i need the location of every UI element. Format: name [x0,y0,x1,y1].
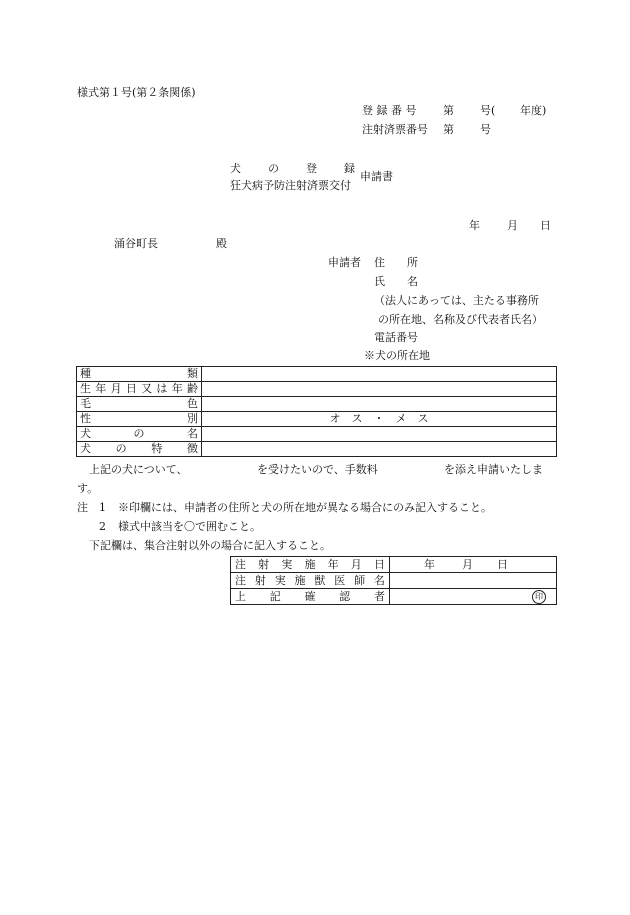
note1-text: ※印欄には、申請者の住所と犬の所在地が異なる場合にのみ記入すること。 [118,501,492,514]
lower-instruction: 下記欄は、集合注射以外の場合に記入すること。 [89,539,331,552]
dog-coat-color-label [77,397,202,412]
injection-date-day: 日 [497,558,508,571]
title-line2: 狂犬病予防注射済票交付 [230,179,351,192]
label-char: 種 [80,367,91,380]
label-char: 医 [334,574,346,587]
injection-date-year: 年 [424,558,435,571]
date-day: 日 [540,219,551,232]
label-char: 色 [187,397,198,410]
ticket-go: 号 [480,123,491,136]
table-row [77,442,557,457]
label-char: 月 [350,558,362,571]
label-char: 日 [373,558,385,571]
dog-name-label [77,427,202,442]
dog-features-label [77,442,202,457]
label-char: 注 [235,558,246,571]
dog-location-label: ※犬の所在地 [364,349,430,362]
applicant-label: 申請者 [328,256,361,269]
injection-table [230,556,557,605]
label-char: 実 [281,558,293,571]
table-row [77,427,557,442]
veterinarian-label [231,573,390,589]
dog-info-table [76,366,557,457]
dog-name-field[interactable] [202,427,557,442]
table-row [231,589,557,605]
applicant-name-label: 氏 名 [374,275,418,288]
label-char: 上 [235,590,246,603]
label-char: 者 [374,590,385,603]
note1-number: 1 [99,501,106,514]
table-row [77,382,557,397]
injection-date-label [231,557,390,573]
date-month: 月 [507,219,518,232]
seal-icon: 印 [532,590,546,604]
registration-dai: 第 [443,104,454,117]
label-char: 犬 [80,442,91,455]
statement-line2: す。 [77,482,99,495]
corporate-note-line2: の所在地、名称及び代表者氏名） [378,313,543,326]
label-char: 注 [235,574,246,587]
registration-label: 登 録 番 号 [362,104,417,117]
statement-part3: を添え申請いたしま [444,463,543,476]
table-row [77,412,557,427]
label-char: 日 [125,382,137,395]
statement-part1: 上記の犬について、 [89,463,188,476]
label-char: の [133,427,145,440]
corporate-note-line1: （法人にあっては、主たる事務所 [374,294,539,307]
label-char: 性 [80,412,91,425]
dog-coat-color-field[interactable] [202,397,557,412]
injection-date-field[interactable] [390,557,557,573]
title-char: 録 [344,162,355,175]
veterinarian-field[interactable] [390,573,557,589]
addressee-name: 涌谷町長 [114,237,158,250]
label-char: 齢 [186,382,198,395]
ticket-number-label: 注射済票番号 [362,123,428,136]
label-char: の [115,442,127,455]
ticket-dai: 第 [443,123,454,136]
label-char: 施 [304,558,316,571]
confirmer-label [231,589,390,605]
dog-sex-label [77,412,202,427]
title-char: 登 [306,162,317,175]
label-char: 実 [274,574,286,587]
notes-prefix: 注 [77,501,88,514]
table-row [77,397,557,412]
label-char: 射 [254,574,266,587]
label-char: 名 [187,427,198,440]
label-char: 特 [151,442,163,455]
statement-part2: を受けたいので、手数料 [257,463,378,476]
label-char: 記 [269,590,281,603]
label-char: 年 [327,558,339,571]
note2-number: 2 [99,520,106,533]
label-char: 犬 [80,427,91,440]
injection-date-month: 月 [462,558,473,571]
label-char: 類 [187,367,198,380]
label-char: 生 [80,382,91,395]
label-char: 月 [110,382,122,395]
label-char: 毛 [80,397,91,410]
label-char: 年 [171,382,183,395]
phone-label: 電話番号 [374,331,418,344]
applicant-address-label: 住 所 [374,256,418,269]
table-row [231,557,557,573]
dog-birthdate-field[interactable] [202,382,557,397]
label-char: は [156,382,168,395]
date-year: 年 [469,219,480,232]
table-row [77,367,557,382]
label-char: 徴 [186,442,198,455]
table-row [231,573,557,589]
title-char: 犬 [230,162,241,175]
dog-type-field[interactable] [202,367,557,382]
label-char: 射 [258,558,270,571]
label-char: 施 [294,574,306,587]
dog-type-label [77,367,202,382]
note2-text: 様式中該当を〇で囲むこと。 [118,520,261,533]
label-char: 年 [95,382,107,395]
dog-birthdate-label [77,382,202,397]
dog-features-field[interactable] [202,442,557,457]
addressee-honorific: 殿 [216,237,227,250]
confirmer-field[interactable] [390,589,557,605]
registration-go: 号( [480,104,496,117]
label-char: 認 [339,590,351,603]
title-line1 [230,162,355,176]
label-char: 師 [354,574,366,587]
title-suffix: 申請書 [360,170,393,183]
label-char: 又 [141,382,153,395]
dog-sex-field[interactable]: オ ス ・ メ ス [202,412,557,427]
title-char: の [268,162,279,175]
label-char: 名 [373,574,385,587]
registration-nendo: 年度) [520,104,547,117]
label-char: 確 [304,590,316,603]
label-char: 獣 [314,574,326,587]
form-number: 様式第１号(第２条関係) [77,86,196,99]
label-char: 別 [187,412,198,425]
